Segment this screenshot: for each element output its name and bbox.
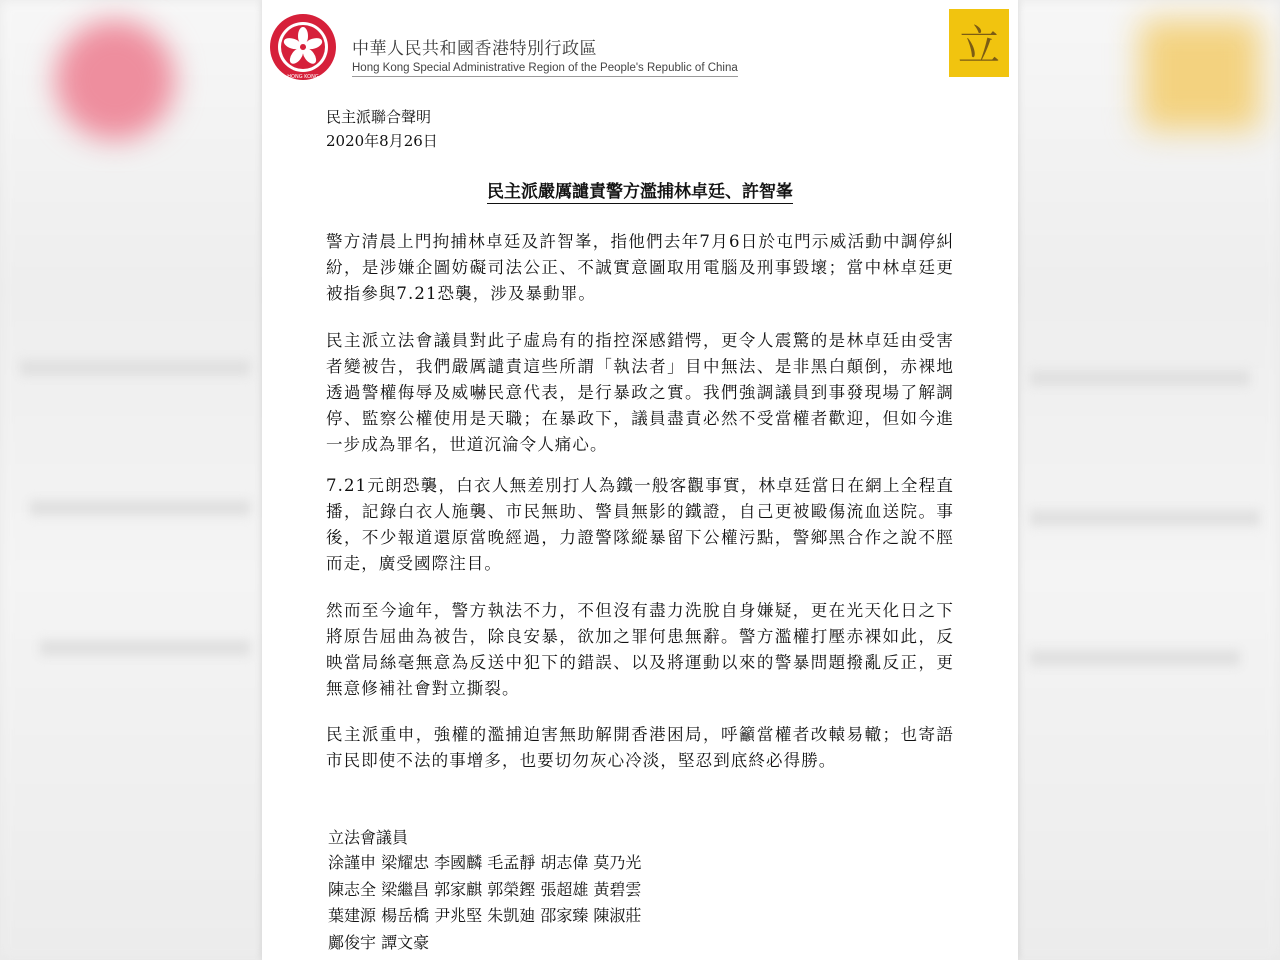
blurred-text-band [1030,650,1240,666]
header-titles [352,34,738,77]
paragraph-3: 7.21元朗恐襲，白衣人無差別打人為鐵一般客觀事實，林卓廷當日在網上全程直播，記錄白衣人施襲、市民無助、警員無影的鐵證，自己更被毆傷流血送院。事後，不少報道還原當晚經過，力證警隊縱暴留下公權污點，警鄉黑合作之說不脛而走，廣受國際注目。 [326,476,954,573]
statement-date: 2020年8月26日 [326,132,438,150]
statement-document [262,0,1018,960]
paragraph-5: 民主派重申，強權的濫捕迫害無助解開香港困局，呼籲當權者改轅易轍；也寄語市民即使不法的事增多，也要切勿灰心冷淡，堅忍到底終必得勝。 [326,725,954,770]
header-title-chinese: 中華人民共和國香港特別行政區 [352,39,597,59]
signatories-heading: 立法會議員 [328,828,409,847]
signatories-list [328,850,641,956]
statement-title-text: 民主派嚴厲譴責警方濫捕林卓廷、許智峯 [487,182,793,202]
header-title-english: Hong Kong Special Administrative Region of the People's Republic of China [352,62,738,77]
blurred-emblem-left [55,20,175,140]
emblem-text: HONG KONG [287,74,319,80]
signatory-line: 涂謹申 梁耀忠 李國麟 毛孟靜 胡志偉 莫乃光 [328,853,642,872]
blurred-text-band [1030,510,1260,526]
legco-logo-icon: 立 [949,9,1009,77]
signatory-line: 陳志全 梁繼昌 郭家麒 郭榮鏗 張超雄 黃碧雲 [328,879,642,899]
signatory-line: 鄺俊宇 譚文豪 [328,932,430,952]
paragraph-4: 然而至今逾年，警方執法不力，不但沒有盡力洗脫自身嫌疑，更在光天化日之下將原告屈曲為被告，除良安暴，欲加之罪何患無辭。警方濫權打壓赤裸如此，反映當局絲毫無意為反送中犯下的錯誤、以及將運動以來的警暴問題撥亂反正，更無意修補社會對立撕裂。 [326,601,954,698]
statement-title [262,177,1018,202]
hksar-emblem-icon [268,12,338,82]
blurred-background-left [0,0,270,960]
signatory-line: 葉建源 楊岳橋 尹兆堅 朱凱廸 邵家臻 陳淑莊 [328,906,642,925]
blurred-text-band [20,360,250,376]
blurred-text-band [30,500,250,516]
statement-meta [326,105,438,153]
blurred-text-band [1030,370,1250,386]
blurred-logo-right [1140,20,1260,130]
issuer-label: 民主派聯合聲明 [326,108,432,126]
paragraph-1: 警方清晨上門拘捕林卓廷及許智峯，指他們去年7月6日於屯門示威活動中調停糾紛，是涉嫌企圖妨礙司法公正、不誠實意圖取用電腦及刑事毀壞；當中林卓廷更被指參與7.21恐襲，涉及暴動罪。 [326,232,954,303]
blurred-text-band [40,640,250,656]
blurred-background-right [1010,0,1280,960]
paragraph-2: 民主派立法會議員對此子虛烏有的指控深感錯愕，更令人震驚的是林卓廷由受害者變被告，我們嚴厲譴責這些所謂「執法者」目中無法、是非黑白顛倒，赤裸地透過警權侮辱及威嚇民意代表，是行暴政之實。我們強調議員到事發現場了解調停、監察公權使用是天職；在暴政下，議員盡責必然不受當權者歡迎，但如今進一步成為罪名，世道沉淪令人痛心。 [326,331,954,454]
